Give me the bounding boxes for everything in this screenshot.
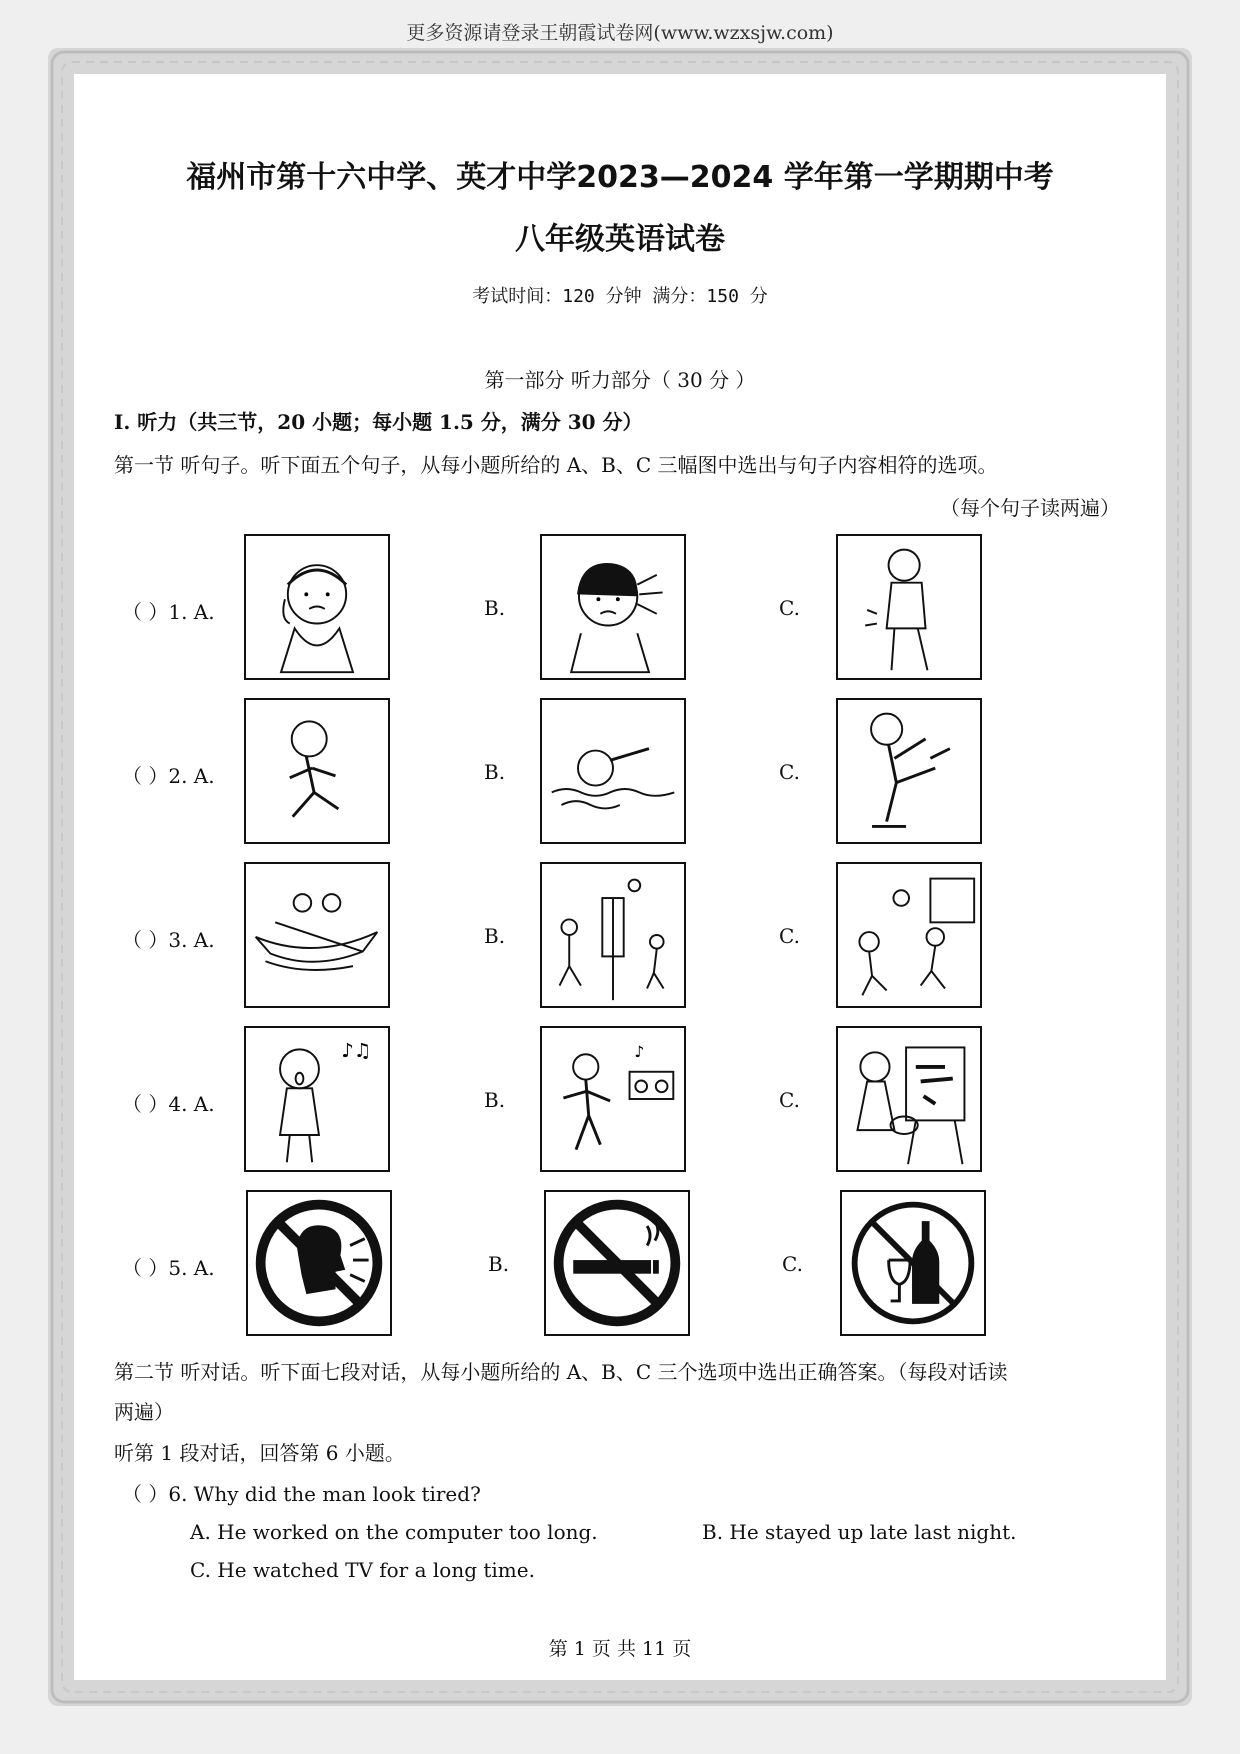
question-1: [74, 534, 1166, 684]
question-number: （ ）5. A.: [122, 1256, 215, 1280]
option-label: C.: [779, 596, 800, 620]
question-2: [74, 698, 1166, 848]
dancing-girl-icon: [540, 1026, 686, 1172]
option-label: C.: [782, 1252, 803, 1276]
section2-instruction: 第二节 听对话。听下面七段对话，从每小题所给的 A、B、C 三个选项中选出正确答案。（每段对话读: [114, 1360, 1008, 1384]
exam-paper: [74, 74, 1166, 1680]
q6-option-b: B. He stayed up late last night.: [702, 1520, 1017, 1544]
section1-instruction: 第一节 听句子。听下面五个句子，从每小题所给的 A、B、C 三幅图中选出与句子内容相符的选项。: [114, 453, 998, 477]
stomachache-girl-icon: [836, 534, 982, 680]
swimming-girl-icon: [540, 698, 686, 844]
section2-instruction-cont: 两遍）: [114, 1400, 174, 1424]
question-number: （ ）4. A.: [122, 1092, 215, 1116]
page-number: 第 1 页 共 11 页: [548, 1638, 692, 1660]
part1-title: 第一部分 听力部分（ 30 分 ）: [484, 368, 756, 392]
option-label: C.: [779, 924, 800, 948]
option-label: B.: [484, 924, 506, 948]
q6-option-a: A. He worked on the computer too long.: [190, 1520, 598, 1544]
skating-boy-icon: [836, 698, 982, 844]
painting-girl-icon: [836, 1026, 982, 1172]
no-talking-icon: [246, 1190, 392, 1336]
question-6-stem: （ ）6. Why did the man look tired?: [122, 1482, 481, 1506]
option-label: B.: [488, 1252, 510, 1276]
exam-title-line1: 福州市第十六中学、英才中学2023—2024 学年第一学期期中考: [186, 160, 1054, 195]
exam-info: 考试时间：120 分钟 满分：150 分: [472, 286, 768, 307]
question-number: （ ）1. A.: [122, 600, 215, 624]
soccer-icon: [836, 862, 982, 1008]
volleyball-icon: [540, 862, 686, 1008]
option-label: B.: [484, 1088, 506, 1112]
question-number: （ ）3. A.: [122, 928, 215, 952]
svg-text:♪: ♪: [634, 1043, 645, 1062]
option-label: C.: [779, 1088, 800, 1112]
top-banner: 更多资源请登录王朝霞试卷网(www.wzxsjw.com): [406, 22, 834, 44]
option-label: B.: [484, 760, 506, 784]
rowing-boat-icon: [244, 862, 390, 1008]
dialogue1-intro: 听第 1 段对话，回答第 6 小题。: [114, 1441, 405, 1465]
section-heading: I. 听力（共三节，20 小题；每小题 1.5 分，满分 30 分）: [114, 410, 643, 434]
headache-girl-icon: [540, 534, 686, 680]
question-3: [74, 862, 1166, 1012]
running-boy-icon: [244, 698, 390, 844]
option-label: C.: [779, 760, 800, 784]
singing-girl-icon: [244, 1026, 390, 1172]
no-drinking-icon: [840, 1190, 986, 1336]
question-4: [74, 1026, 1166, 1176]
toothache-girl-icon: [244, 534, 390, 680]
question-5: [74, 1190, 1166, 1340]
section1-note: （每个句子读两遍）: [940, 496, 1120, 520]
option-label: B.: [484, 596, 506, 620]
svg-text:♪♫: ♪♫: [341, 1039, 372, 1063]
question-number: （ ）2. A.: [122, 764, 215, 788]
q6-option-c: C. He watched TV for a long time.: [190, 1558, 535, 1582]
no-smoking-icon: [544, 1190, 690, 1336]
exam-title-line2: 八年级英语试卷: [515, 222, 725, 257]
